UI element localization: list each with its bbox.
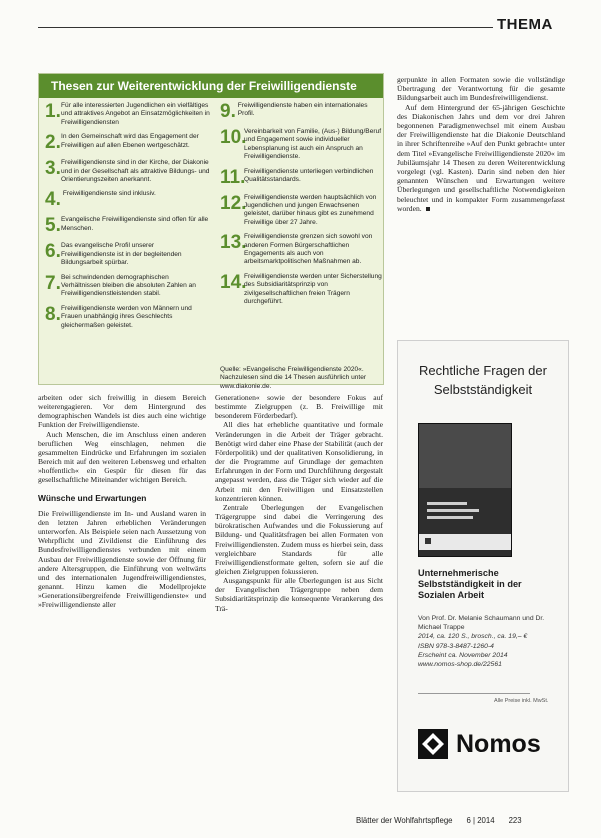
paragraph: Generationen« sowie der besondere Fokus auf bestimmte Zielgruppen (z. B. Freiwillige mit besonderem Förderbedarf). <box>215 393 383 421</box>
book-cover-band <box>419 534 511 550</box>
nomos-logo-icon <box>418 729 448 759</box>
ad-authors: Von Prof. Dr. Melanie Schaumann und Dr. Michael Trappe <box>418 615 545 632</box>
publisher-mark-icon <box>425 538 431 544</box>
thesis-text: Für alle interessierten Jugendlichen ein vielfältiges und attraktives Angebot an Einsatzmöglichkeiten in Freiwilligendiensten <box>61 102 210 126</box>
ad-book-title: Unternehmerische Selbstständigkeit in der Sozialen Arbeit <box>418 568 522 600</box>
thesis-number: 9. <box>220 101 236 122</box>
thesis-item <box>45 216 210 236</box>
paragraph: All dies hat erhebliche quantitative und formale Veränderungen in die Arbeit der Träger gebracht. Benötigt wird daher eine Phase der Stabilität (auch der Förderpolitik) und der qualitativen Konsolidierung, in der die Programme auf Grundlage der gemachten Erfahrungen in der Form und Durchführung dergestalt angepasst werden, dass die Träger sich wieder auf die Arbeit mit den Freiwilligen und Einsatzstellen konzentrieren können. <box>215 420 383 503</box>
thesis-item <box>45 242 210 267</box>
thesis-text: Das evangelische Profil unserer Freiwilligendienste ist in der begleitenden Bildungsarbeit spürbar. <box>61 242 182 267</box>
ad-divider <box>418 693 530 694</box>
theses-source-note: Quelle: »Evangelische Freiwilligendienste 2020«. Nachzulesen sind die 14 Thesen ausführlich unter www.diakonie.de. <box>220 366 367 390</box>
thesis-text: Freiwilligendienste haben ein internationales Profil. <box>237 102 368 118</box>
ad-edition: 2014, ca. 120 S., brosch., ca. 19,– € <box>418 633 528 641</box>
journal-name: Blätter der Wohlfahrtspflege <box>356 816 453 825</box>
thesis-number: 14. <box>220 271 247 293</box>
ad-isbn: ISBN 978-3-8487-1260-4 <box>418 642 494 650</box>
thesis-item <box>45 133 210 153</box>
thesis-text: Freiwilligendienste grenzen sich sowohl von anderen Formen Bürgerschaftlichen Engagements als auch von arbeitsmarktpolitischen Maßnahmen ab. <box>244 233 373 266</box>
publisher-logo-text: Nomos <box>456 730 541 758</box>
thesis-number: 12. <box>220 192 247 214</box>
theses-column-left <box>45 102 210 336</box>
article-text-left-column <box>38 393 206 609</box>
thesis-number: 5. <box>45 215 61 237</box>
book-advertisement[interactable] <box>397 340 569 792</box>
book-cover-text-line <box>427 516 473 519</box>
paragraph-text: Auf dem Hintergrund der 65-jährigen Geschichte des Diakonischen Jahrs und dem vor drei Jahren begonnenen Paradigmenwechsel mit einem Ausbau der Freiwilligendienste hat die Diakonie Deutschland in ihrer Schriftenreihe »Auf den Punkt gebracht« unter dem Titel »Evangelische Freiwilligendienste 2020« im Jubiläumsjahr 14 Thesen zu deren Weiterentwicklung vorgelegt (vgl. Kasten). Darin sind neben den hier genannten Wünschen und Erwartungen weitere Überlegungen und gesellschaftliche Notwendigkeiten beleuchtet und in kompakter Form zusammengefasst worden. <box>397 102 565 213</box>
section-label: THEMA <box>497 16 553 33</box>
thesis-item <box>45 102 210 127</box>
header-rule <box>38 27 493 28</box>
thesis-number: 8. <box>45 303 61 325</box>
thesis-number: 2. <box>45 132 61 154</box>
thesis-number: 11. <box>220 166 246 188</box>
thesis-item <box>220 194 385 228</box>
thesis-text: Freiwilligendienste werden unter Sicherstellung des Subsidiaritätsprinzip von zivilgesellschaftlichen freien Trägern durchgeführt. <box>244 272 382 306</box>
section-heading: Wünsche und Erwartungen <box>38 492 147 503</box>
thesis-number: 4. <box>45 189 61 211</box>
thesis-item <box>220 273 385 307</box>
thesis-item <box>220 233 385 267</box>
thesis-text: Freiwilligendienste sind in der Kirche, der Diakonie und in der Gesellschaft als attraktive Bildungs- und Orientierungszeiten anerkannt. <box>61 159 210 184</box>
paragraph <box>397 103 565 213</box>
thesis-number: 13. <box>220 232 247 254</box>
thesis-item <box>45 159 210 184</box>
issue-number: 6 | 2014 <box>466 816 495 825</box>
ad-book-details <box>418 614 558 669</box>
paragraph: Zentrale Überlegungen der Evangelischen Trägergruppe sind dabei die Verringerung des bürokratischen Aufwandes und die Fokussierung auf Bildung- und Qualitätsfragen bei allen Formaten von Freiwilligendiensten. Zudem muss es hierbei sein, dass vergleichbare Standards für alle Freiwilligendienstformate gelten, sofern sie auf die gleichen Zielgruppen fokussieren. <box>215 502 383 576</box>
ad-headline: Rechtliche Fragen der Selbstständigkeit <box>419 363 547 397</box>
page-number: 223 <box>508 816 522 825</box>
thesis-item <box>220 168 385 188</box>
book-cover-text-line <box>427 502 467 505</box>
ad-release: Erscheint ca. November 2014 <box>418 651 508 659</box>
end-mark-icon <box>426 207 430 211</box>
thesis-number: 1. <box>45 101 61 122</box>
book-cover-photo <box>419 424 511 488</box>
theses-box-title: Thesen zur Weiterentwicklung der Freiwilligendienste <box>39 74 383 98</box>
thesis-text: Freiwilligendienste werden von Männern und Frauen unabhängig ihres Geschlechts gleichermaßen geleistet. <box>61 304 192 329</box>
paragraph: arbeiten oder sich freiwillig in diesem Bereich weiterengagieren. Vor dem Hintergrund des demographischen Wandels ist dies auch eine wichtige Funktion der Freiwilligendienste. <box>38 393 206 430</box>
thesis-text: Freiwilligendienste sind inklusiv. <box>62 190 156 198</box>
paragraph: Ausgangspunkt für alle Überlegungen ist aus Sicht der Evangelischen Trägergruppe neben dem Subsidiaritätsprinzip die konsequente Verankerung des Trä- <box>215 576 383 613</box>
thesis-number: 6. <box>45 241 61 263</box>
thesis-text: Evangelische Freiwilligendienste sind offen für alle Menschen. <box>61 216 209 232</box>
thesis-item <box>45 305 210 330</box>
paragraph: Auch Menschen, die im Anschluss einen anderen beruflichen Weg einschlagen, nehmen die gesammelten Eindrücke und Erfahrungen im sozialen Bereich mit auf den weiteren Lebensweg und erhalten »hoffentlich« ein Gespür für diesen für das gesellschaftliche Miteinander wichtigen Bereich. <box>38 429 206 485</box>
thesis-item <box>45 190 210 210</box>
thesis-item <box>220 102 385 122</box>
book-cover-image <box>418 423 512 557</box>
thesis-text: Bei schwindenden demographischen Verhältnissen bleiben die absoluten Zahlen an Freiwilligendienstleistenden stabil. <box>61 273 196 298</box>
thesis-item <box>45 274 210 299</box>
thesis-text: Vereinbarkeit von Familie, (Aus-) Bildung/Beruf und Engagement sowie individueller Lebensplanung ist auch ein Anspruch an Freiwilligendienste. <box>244 128 382 161</box>
ad-shop-link[interactable]: www.nomos-shop.de/22561 <box>418 661 502 669</box>
thesis-number: 3. <box>45 158 61 180</box>
paragraph: Die Freiwilligendienste im In- und Ausland waren in den letzten Jahren erheblichen Veränderungen unterworfen. Als Beispiele seien nach Aussetzung von Wehrpflicht und Zivildienst die Einführung des Bundesfreiwilligendienstes verbunden mit einem Ausbau der Freiwilligendienste sowie der Öffnung für andere Altersgruppen, die Einführung von weltwärts und des internationalen Jugendfreiwilligendienstes, genannt. Hinzu kamen die Modellprojekte »Generationsübergreifende Freiwilligendienste« und »Freiwilligendienste aller <box>38 508 206 610</box>
paragraph: gerpunkte in allen Formaten sowie die vollständige Übertragung der Verantwortung für die gesamte Bildungsarbeit auch im Bundesfreiwilligendienst. <box>397 75 565 103</box>
theses-box <box>38 73 384 390</box>
article-text-right-column <box>397 75 565 213</box>
book-cover-text-line <box>427 509 479 512</box>
thesis-text: Freiwilligendienste unterliegen verbindlichen Qualitätsstandards. <box>244 167 374 184</box>
thesis-text: Freiwilligendienste werden hauptsächlich von Jugendlichen und jungen Erwachsenen geleistet, darüber hinaus gibt es zunehmend Freiwillige über 27 Jahre. <box>244 193 377 226</box>
ad-price-note: Alle Preise inkl. MwSt. <box>494 698 549 704</box>
theses-column-right <box>220 101 385 390</box>
page-footer <box>356 816 522 825</box>
thesis-number: 10. <box>220 127 247 148</box>
thesis-number: 7. <box>45 272 61 294</box>
thesis-item <box>220 128 385 162</box>
article-text-middle-column <box>215 393 383 613</box>
thesis-text: In den Gemeinschaft wird das Engagement der Freiwilligen auf allen Ebenen wertgeschätzt. <box>61 133 199 149</box>
